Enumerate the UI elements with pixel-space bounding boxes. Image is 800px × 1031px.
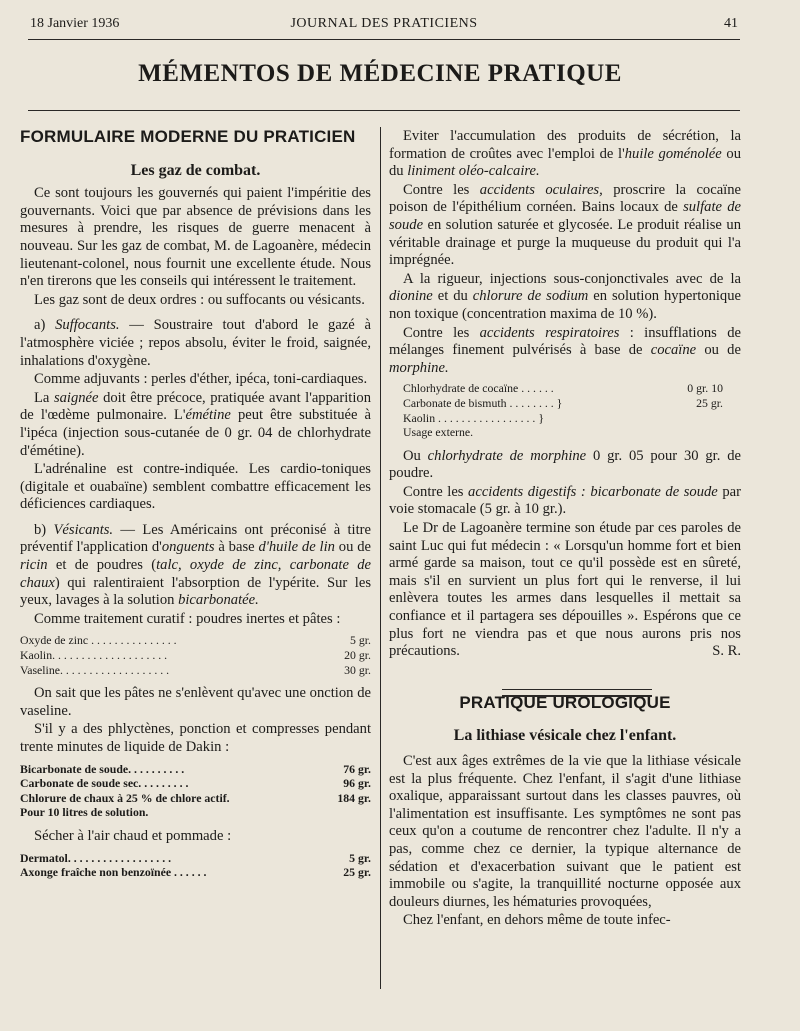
formula-row: Chlorhydrate de cocaïne . . . . . . 0 gr. 10 [403,381,723,396]
formula-row: Vaseline. . . . . . . . . . . . . . . . . . . 30 gr. [20,662,371,677]
formula-row: Dermatol. . . . . . . . . . . . . . . . . . 5 gr. [20,850,371,865]
paragraph: Contre les accidents respiratoires : insufflations de mélanges finement pulvérisés à base de cocaïne ou de morphine. [389,324,741,376]
formula-table-dakin [20,762,371,820]
paragraph: On sait que les pâtes ne s'enlèvent qu'avec une onction de vaseline. [20,685,371,719]
article-subtitle-gaz: Les gaz de combat. [130,161,261,179]
paragraph: Le Dr de Lagoanère termine son étude par ces paroles de saint Luc qui fut médecin : « Lorsqu'un homme fort et bien armé garde sa maison, tout ce qu'il possède est en sûreté, mais s'il en survient un plus fort qui le renverse, il lui enlèvera toutes les armes dans lesquelles il mettait sa confiance et il partagera ses dépouilles ». Espérons que ce plus fort ne viendra pas et que nous aurons pris nos précautions. S. R. [389,520,741,660]
paragraph: Les gaz sont de deux ordres : ou suffocants ou vésicants. [34,291,365,308]
section-separator [502,689,652,697]
paragraph: S'il y a des phlyctènes, ponction et compresses pendant trente minutes de liquide de Dakin : [20,721,371,755]
paragraph: Eviter l'accumulation des produits de sécrétion, la formation de croûtes avec l'emploi de l'huile goménolée ou du liniment oléo-calcaire. [389,128,741,180]
paragraph: a) Suffocants. — Soustraire tout d'abord le gazé à l'atmosphère viciée ; repos absolu, éviter le froid, saignée, inhalations d'oxygène. [20,317,371,369]
formula-row: Axonge fraîche non benzoïnée . . . . . . 25 gr. [20,865,371,880]
formula-row: Usage externe. [403,425,474,440]
paragraph: Sécher à l'air chaud et pommade : [34,827,232,844]
formula-table-insufflation [403,381,723,439]
column-divider [380,127,381,989]
signature: S. R. [712,643,741,660]
formula-row: Bicarbonate de soude. . . . . . . . . . 76 gr. [20,761,371,776]
paragraph: Contre les accidents digestifs : bicarbonate de soude par voie stomacale (5 gr. à 10 gr.). [389,483,741,518]
formula-row: Kaolin. . . . . . . . . . . . . . . . . . . . 20 gr. [20,648,371,663]
paragraph: C'est aux âges extrêmes de la vie que la lithiase vésicale est la plus fréquente. Chez l'enfant, il s'agit d'une lithiase oxalique, apparaissant surtout dans les classes pauvres, où l'alimentation est insuffisante. Les symptômes ne sont pas ceux qu'on a coutume de rencontrer chez l'adulte. Il n'y a pas, comme chez ce dernier, la typique alternance de sédation et d'exacerbation suivant que le patient est immobile ou s'agite, la tranquillité nocturne opposée aux douleurs diurnes, les hématuries provoquées, [389,753,741,910]
issue-date: 18 Janvier 1936 [30,16,120,31]
paragraph: L'adrénaline est contre-indiquée. Les cardio-toniques (digitale et ouabaïne) semblent combattre efficacement les déficiences cardiaques. [20,461,371,513]
paragraph: La saignée doit être précoce, pratiquée avant l'apparition de l'œdème pulmonaire. L'émétine peut être substituée à l'ipéca (injection sous-cutanée de 0 gr. 04 de chlorhydrate d'émétine). [20,389,371,459]
page-number: 41 [724,16,738,31]
paragraph: Contre les accidents oculaires, proscrire la cocaïne poison de l'épithélium cornéen. Bains locaux de sulfate de soude en solution saturée et glycosée. Le produit réalise un véritable drainage et purge la muqueuse du produit qui l'a imprégnée. [389,181,742,269]
paragraph: Ou chlorhydrate de morphine 0 gr. 05 pour 30 gr. de poudre. [389,447,741,482]
page-title: MÉMENTOS DE MÉDECINE PRATIQUE [138,60,622,87]
article-subtitle-lithiase: La lithiase vésicale chez l'enfant. [453,727,677,745]
title-rule [28,110,740,111]
paragraph: b) Vésicants. — Les Américains ont préconisé à titre préventif l'application d'onguents à base d'huile de lin ou de ricin et de poudres (talc, oxyde de zinc, carbonate de chaux) qui ralentiraient l'absorption de l'ypérite. Sur les yeux, lavages à la solution bicarbonatée. [20,521,372,609]
formula-row: Chlorure de chaux à 25 % de chlore actif. 184 gr. [20,790,371,805]
right-column [389,128,741,931]
paragraph: Ce sont toujours les gouvernés qui paient l'impéritie des gouvernants. Voici que par absence de prévisions dans les mesures à prendre, les risques de guerre menacent à nouveau. Sur les gaz de combat, M. de Lagoanère, médecin lieutenant-colonel, nous fournit une excellente étude. Nous n'en tirerons que les conseils qui intéressent le traitement. [20,185,371,290]
left-column [20,128,371,880]
paragraph: Comme traitement curatif : poudres inertes et pâtes : [34,610,341,627]
paragraph: Comme adjuvants : perles d'éther, ipéca, toni-cardiaques. [34,371,368,388]
formula-table-pate [20,633,371,677]
formula-row: Kaolin . . . . . . . . . . . . . . . . . } [403,410,544,425]
paragraph: A la rigueur, injections sous-conjonctivales avec de la dionine et du chlorure de sodium en solution hypertonique non toxique (concentration maxima de 10 %). [389,270,741,322]
formula-row: Pour 10 litres de solution. [20,805,149,820]
running-header [30,16,738,38]
formula-row: Oxyde de zinc . . . . . . . . . . . . . . . 5 gr. [20,633,371,648]
formula-table-pommade [20,851,371,880]
paragraph: Chez l'enfant, en dehors même de toute infec- [403,912,671,929]
formula-row: Carbonate de soude sec. . . . . . . . . 96 gr. [20,776,371,791]
formula-row: Carbonate de bismuth . . . . . . . . } 25 gr. [403,395,723,410]
header-rule [28,39,740,40]
section-title-formulaire: FORMULAIRE MODERNE DU PRATICIEN [20,127,356,146]
journal-name: JOURNAL DES PRATICIENS [290,16,478,31]
section-title-urologique: PRATIQUE UROLOGIQUE [459,692,671,712]
